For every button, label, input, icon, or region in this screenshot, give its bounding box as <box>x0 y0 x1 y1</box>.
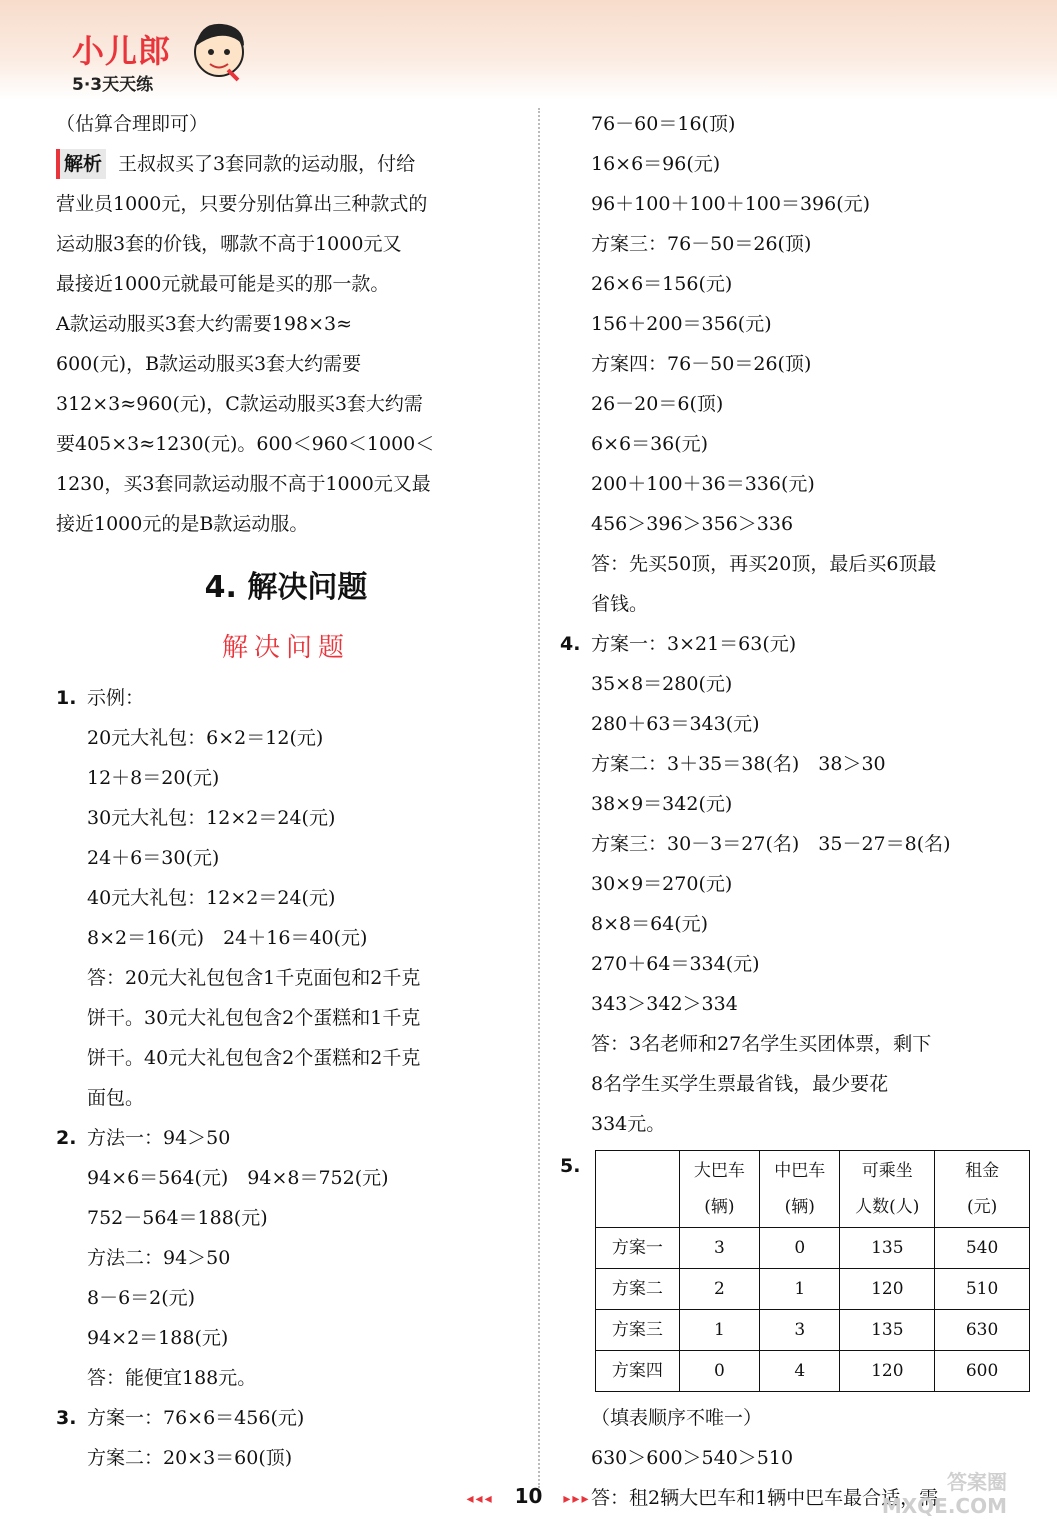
watermark-logo <box>837 1470 1007 1530</box>
answer-text: 30×9＝270(元) <box>591 873 733 895</box>
table-cell: 0 <box>679 1351 759 1392</box>
answer-text: 26×6＝156(元) <box>591 273 733 295</box>
table-cell: 120 <box>840 1351 935 1392</box>
table-header-cell: 大巴车 (辆) <box>679 1151 759 1228</box>
analysis-text: 运动服3套的价钱，哪款不高于1000元又 <box>56 233 402 255</box>
answer-text: 16×6＝96(元) <box>591 153 721 175</box>
series-name: 5·3天天练 <box>72 75 154 95</box>
table-cell: 630 <box>935 1310 1030 1351</box>
analysis-text: 600(元)，B款运动服买3套大约需要 <box>56 353 362 375</box>
table-cell: 135 <box>840 1310 935 1351</box>
answer-text: 94×6＝564(元) 94×8＝752(元) <box>87 1167 389 1189</box>
answer-text: 方案二：3＋35＝38(名) 38＞30 <box>591 753 886 775</box>
table-row <box>596 1228 1030 1269</box>
row-label: 方案三 <box>596 1310 680 1351</box>
analysis-text: 最接近1000元就最可能是买的那一款。 <box>56 273 390 295</box>
answer-line <box>56 1118 516 1158</box>
answer-text: 答：先买50顶，再买20顶，最后买6顶最 <box>591 553 937 575</box>
analysis-text: A款运动服买3套大约需要198×3≈ <box>56 313 353 335</box>
question-number: 4. <box>560 633 581 655</box>
answer-text: 答：20元大礼包包含1千克面包和2千克 <box>87 967 421 989</box>
right-column <box>560 104 1030 1518</box>
analysis-text: 1230，买3套同款运动服不高于1000元又最 <box>56 473 431 495</box>
table-cell: 135 <box>840 1228 935 1269</box>
analysis-text: 312×3≈960(元)，C款运动服买3套大约需 <box>56 393 423 415</box>
brand-name: 小儿郎 <box>72 32 172 70</box>
analysis-text: 接近1000元的是B款运动服。 <box>56 513 309 535</box>
answer-text: 26－20＝6(顶) <box>591 393 724 415</box>
answer-text: 方案一：76×6＝456(元) <box>87 1407 305 1429</box>
answer-text: 8－6＝2(元) <box>87 1287 196 1309</box>
answer-text: 饼干。30元大礼包包含2个蛋糕和1千克 <box>87 1007 421 1029</box>
answer-text: 8×2＝16(元) 24＋16＝40(元) <box>87 927 368 949</box>
table-header-cell: 中巴车 (辆) <box>760 1151 840 1228</box>
answer-text: 答：能便宜188元。 <box>87 1367 257 1389</box>
answer-text: 省钱。 <box>591 593 649 615</box>
answer-text: 示例： <box>87 687 145 709</box>
table-header-cell: 可乘坐 人数(人) <box>840 1151 935 1228</box>
answer-text: 270＋64＝334(元) <box>591 953 760 975</box>
answer-line <box>56 678 516 718</box>
analysis-tag: 解析 <box>56 149 106 179</box>
watermark-line1: 答案圈 <box>947 1470 1007 1494</box>
answer-text: 方法二：94＞50 <box>87 1247 231 1269</box>
analysis-line <box>56 144 516 184</box>
answer-line <box>560 624 1030 664</box>
answer-text: 200＋100＋36＝336(元) <box>591 473 815 495</box>
table-cell: 600 <box>935 1351 1030 1392</box>
answer-text: 20元大礼包：6×2＝12(元) <box>87 727 324 749</box>
left-column <box>56 104 516 1478</box>
mascot-icon <box>188 16 250 90</box>
answer-text: 334元。 <box>591 1113 666 1135</box>
answer-line <box>56 1398 516 1438</box>
table-header-cell: 租金 (元) <box>935 1151 1030 1228</box>
question-number: 5. <box>560 1155 581 1177</box>
table-cell: 1 <box>760 1269 840 1310</box>
answer-text: 24＋6＝30(元) <box>87 847 220 869</box>
question-number: 2. <box>56 1127 77 1149</box>
table-row <box>596 1269 1030 1310</box>
table-header-row <box>596 1151 1030 1228</box>
answer-text: 6×6＝36(元) <box>591 433 709 455</box>
answer-text: 答：租2辆大巴车和1辆中巴车最合适，需 <box>591 1487 939 1509</box>
sub-title: 解决问题 <box>221 633 350 663</box>
brand-logo <box>72 26 171 95</box>
answer-text: 方案一：3×21＝63(元) <box>591 633 797 655</box>
table-cell: 3 <box>679 1228 759 1269</box>
row-label: 方案二 <box>596 1269 680 1310</box>
answer-text: 8×8＝64(元) <box>591 913 709 935</box>
answer-text: 343＞342＞334 <box>591 993 738 1015</box>
answer-text: 96＋100＋100＋100＝396(元) <box>591 193 871 215</box>
table-corner-cell <box>596 1151 680 1228</box>
answer-text: 38×9＝342(元) <box>591 793 733 815</box>
analysis-text: 王叔叔买了3套同款的运动服，付给 <box>118 153 416 175</box>
answer-text: 752－564＝188(元) <box>87 1207 268 1229</box>
column-divider <box>538 108 540 1488</box>
table-row <box>596 1351 1030 1392</box>
note-text: （估算合理即可） <box>56 113 209 135</box>
analysis-text: 要405×3≈1230(元)。600＜960＜1000＜ <box>56 433 435 455</box>
table-cell: 0 <box>760 1228 840 1269</box>
analysis-text: 营业员1000元，只要分别估算出三种款式的 <box>56 193 428 215</box>
answer-text: 方案三：30－3＝27(名) 35－27＝8(名) <box>591 833 951 855</box>
answer-text: 156＋200＝356(元) <box>591 313 772 335</box>
plan-table <box>595 1150 1030 1392</box>
question-number: 3. <box>56 1407 77 1429</box>
table-cell: 3 <box>760 1310 840 1351</box>
answer-text: 40元大礼包：12×2＝24(元) <box>87 887 336 909</box>
answer-text: 8名学生买学生票最省钱，最少要花 <box>591 1073 889 1095</box>
row-label: 方案一 <box>596 1228 680 1269</box>
answer-text: 饼干。40元大礼包包含2个蛋糕和2千克 <box>87 1047 421 1069</box>
table-row <box>596 1310 1030 1351</box>
page-number: 10 <box>514 1484 543 1508</box>
answer-text: 94×2＝188(元) <box>87 1327 229 1349</box>
table-cell: 2 <box>679 1269 759 1310</box>
answer-text: 30元大礼包：12×2＝24(元) <box>87 807 336 829</box>
page-header <box>0 0 1057 100</box>
answer-text: （填表顺序不唯一） <box>591 1407 763 1429</box>
watermark-line2: MXQE.COM <box>881 1494 1007 1518</box>
answer-text: 630＞600＞540＞510 <box>591 1447 794 1469</box>
answer-text: 280＋63＝343(元) <box>591 713 760 735</box>
answer-text: 方案四：76－50＝26(顶) <box>591 353 812 375</box>
table-cell: 510 <box>935 1269 1030 1310</box>
answer-text: 方案二：20×3＝60(顶) <box>87 1447 293 1469</box>
answer-text: 方案三：76－50＝26(顶) <box>591 233 812 255</box>
table-cell: 120 <box>840 1269 935 1310</box>
table-cell: 4 <box>760 1351 840 1392</box>
right-arrows-icon: ▸▸▸ <box>563 1491 591 1507</box>
answer-text: 答：3名老师和27名学生买团体票，剩下 <box>591 1033 932 1055</box>
section-title: 4. 解决问题 <box>204 570 368 605</box>
answer-text: 12＋8＝20(元) <box>87 767 220 789</box>
table-cell: 540 <box>935 1228 1030 1269</box>
question-number: 1. <box>56 687 77 709</box>
answer-text: 456＞396＞356＞336 <box>591 513 794 535</box>
left-arrows-icon: ◂◂◂ <box>466 1491 494 1507</box>
answer-text: 面包。 <box>87 1087 145 1109</box>
row-label: 方案四 <box>596 1351 680 1392</box>
table-cell: 1 <box>679 1310 759 1351</box>
answer-text: 76－60＝16(顶) <box>591 113 736 135</box>
answer-text: 方法一：94＞50 <box>87 1127 231 1149</box>
q5-block <box>560 1150 1030 1392</box>
answer-text: 35×8＝280(元) <box>591 673 733 695</box>
